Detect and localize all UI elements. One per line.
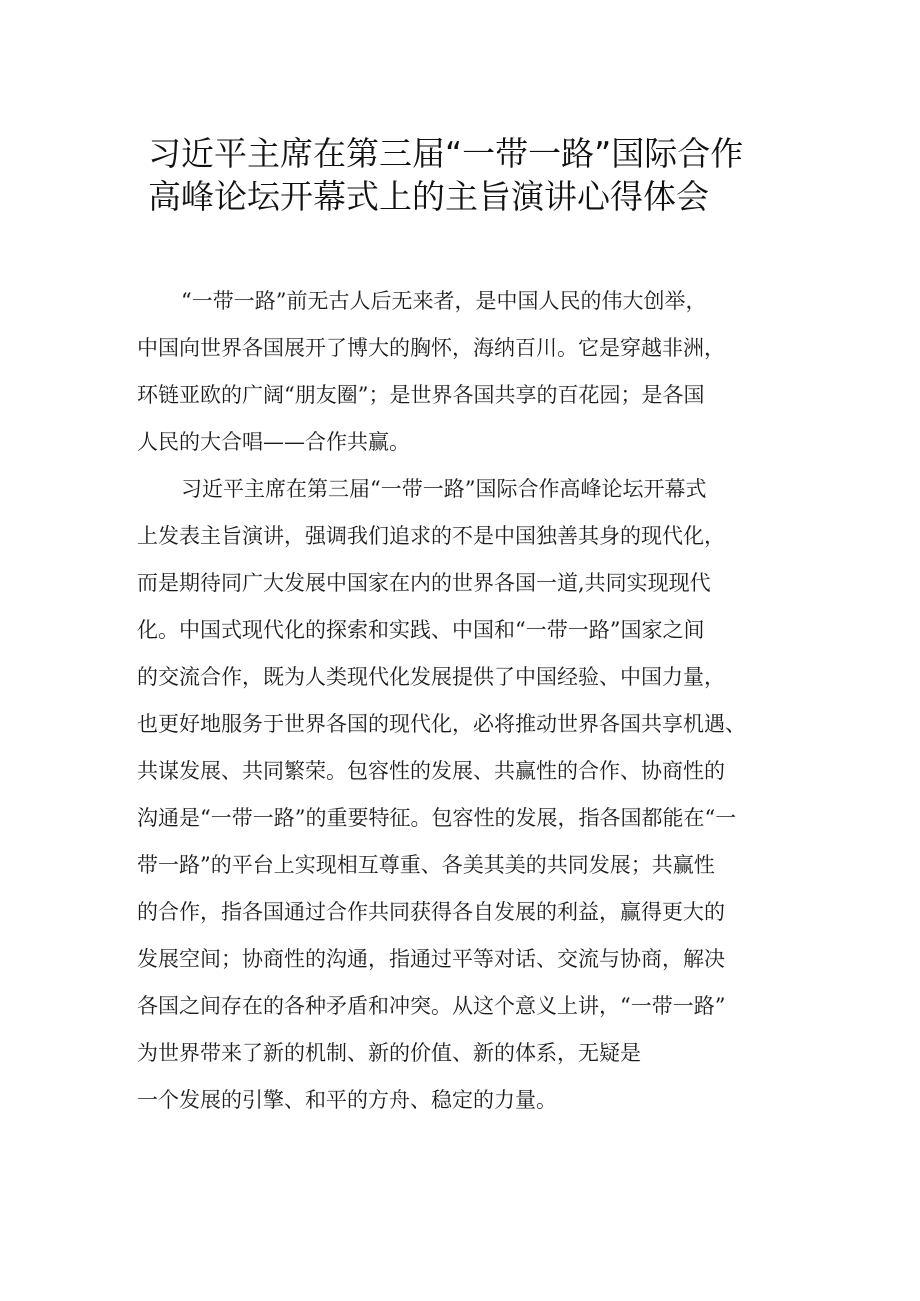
- paragraph-line: 为世界带来了新的机制、新的价值、新的体系，无疑是: [137, 1041, 641, 1065]
- paragraph-line: 环链亚欧的广阔“朋友圈”；是世界各国共享的百花园；是各国: [137, 383, 705, 407]
- paragraph-line: 共谋发展、共同繁荣。包容性的发展、共赢性的合作、协商性的: [137, 759, 725, 783]
- paragraph-line: 的交流合作，既为人类现代化发展提供了中国经验、中国力量，: [137, 665, 725, 689]
- paragraph-line: 一个发展的引擎、和平的方舟、稳定的力量。: [137, 1088, 557, 1112]
- paragraph-line: 也更好地服务于世界各国的现代化，必将推动世界各国共享机遇、: [137, 712, 746, 736]
- paragraph-line: 发展空间；协商性的沟通，指通过平等对话、交流与协商，解决: [137, 947, 725, 971]
- paragraph-line: 带一路”的平台上实现相互尊重、各美其美的共同发展；共赢性: [137, 853, 715, 877]
- paragraph-1: [137, 278, 817, 466]
- paragraph-line: 沟通是“一带一路”的重要特征。包容性的发展，指各国都能在“一: [137, 806, 737, 830]
- paragraph-line: 的合作，指各国通过合作共同获得各自发展的利益，赢得更大的: [137, 900, 725, 924]
- document-body: [137, 278, 817, 1124]
- paragraph-2: [137, 466, 817, 1124]
- paragraph-line: “一带一路”前无古人后无来者，是中国人民的伟大创举，: [181, 289, 707, 313]
- paragraph-line: 中国向世界各国展开了博大的胸怀，海纳百川。它是穿越非洲，: [137, 336, 725, 360]
- paragraph-line: 人民的大合唱——合作共赢。: [137, 430, 410, 454]
- paragraph-line: 习近平主席在第三届“一带一路”国际合作高峰论坛开幕式: [181, 477, 707, 501]
- title-line: 高峰论坛开幕式上的主旨演讲心得体会: [148, 177, 709, 216]
- paragraph-line: 各国之间存在的各种矛盾和冲突。从这个意义上讲，“一带一路”: [137, 994, 726, 1018]
- paragraph-line: 而是期待同广大发展中国家在内的世界各国一道,共同实现现代: [137, 571, 711, 595]
- document-title: [148, 132, 788, 218]
- title-line: 习近平主席在第三届“一带一路”国际合作: [148, 134, 744, 173]
- paragraph-line: 上发表主旨演讲，强调我们追求的不是中国独善其身的现代化，: [137, 524, 725, 548]
- paragraph-line: 化。中国式现代化的探索和实践、中国和“一带一路”国家之间: [137, 618, 705, 642]
